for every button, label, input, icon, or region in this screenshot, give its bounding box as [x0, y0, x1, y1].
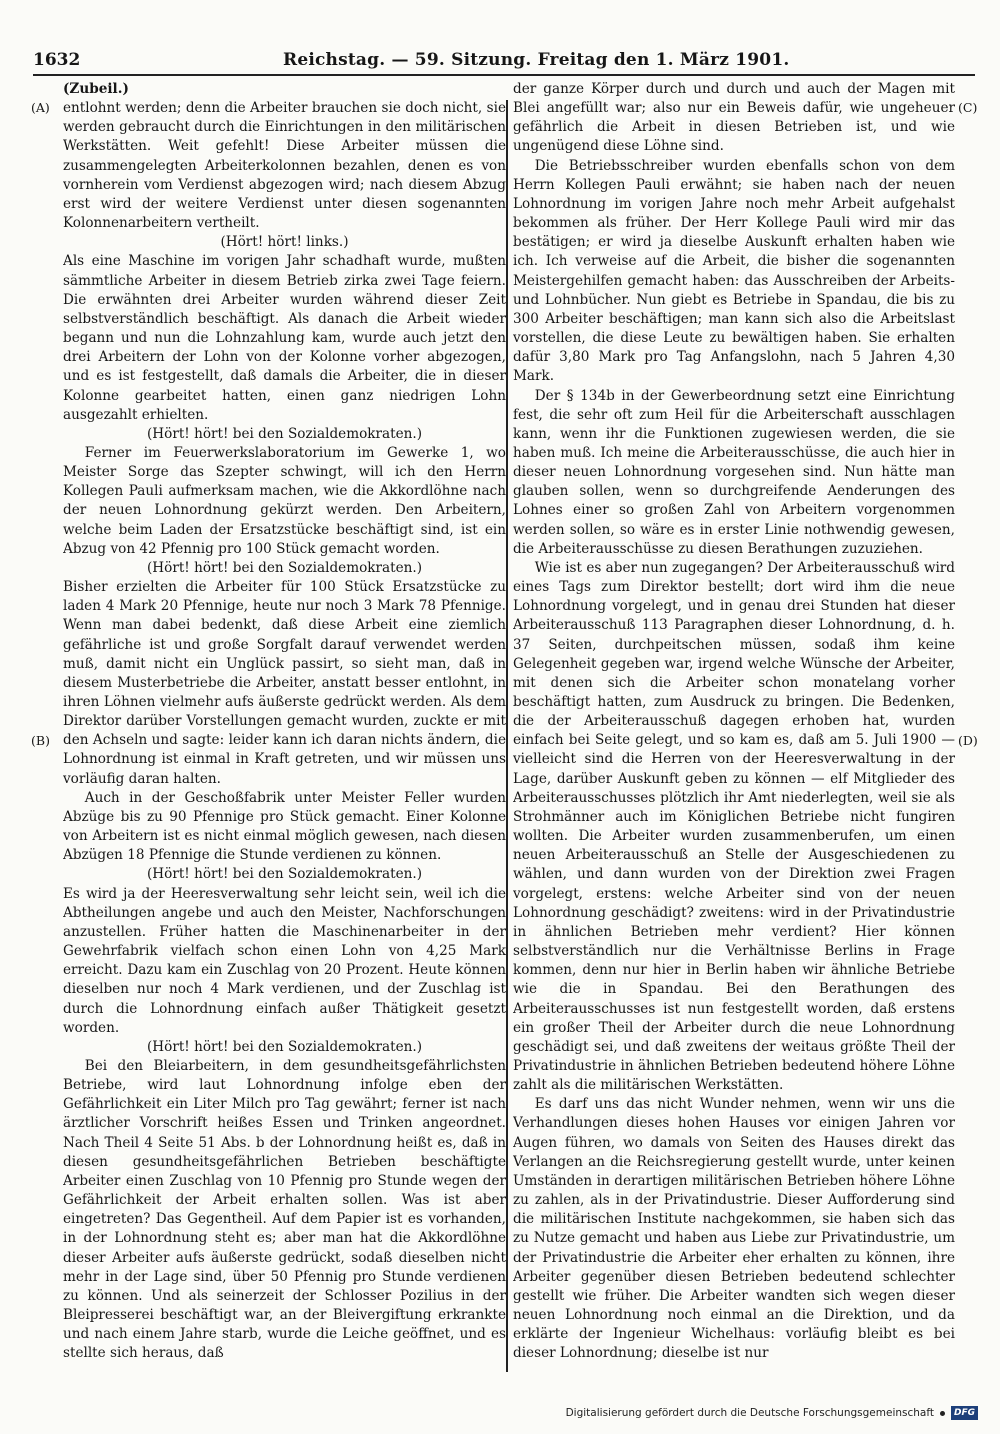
speaker-label: (Zubeil.): [63, 81, 129, 97]
margin-marker-b: (B): [31, 733, 50, 748]
separator-dot-icon: [940, 1411, 945, 1416]
margin-marker-d: (D): [958, 733, 978, 748]
page-header: [33, 48, 975, 76]
paragraph: Ferner im Feuerwerkslaboratorium im Gewerke 1, wo Meister Sorge das Szepter schwingt, will ich den Herrn Kollegen Pauli aufmerksam machen, wie die Akkordlöhne nach der neuen Lohnordnung gekürzt werden. Den Arbeitern, welche beim Laden der Ersatzstücke beschäftigt sind, ist ein Abzug von 42 Pfennig pro 100 Stück gemacht worden.: [63, 444, 506, 557]
interjection: (Hört! hört! bei den Sozialdemokraten.): [146, 559, 422, 576]
paragraph: Es darf uns das nicht Wunder nehmen, wenn wir uns die Verhandlungen dieses hohen Hauses vor einigen Jahren vor Augen führen, wo damals von Seiten des Hauses direkt das Verlangen an die Reichsregierung gestellt wurde, unter keinen Umständen in derartigen militärischen Betrieben höhere Löhne zu zahlen, als in der Privatindustrie. Dieser Aufforderung sind die militärischen Institute nachgekommen, sie haben sich das zu Nutze gemacht und haben aus Liebe zur Privatindustrie, um der Privatindustrie die Arbeiter eher erhalten zu können, ihre Arbeiter gegenüber diesen Betrieben bedeutend schlechter gestellt wie früher. Die Arbeiter wandten sich wegen dieser neuen Lohnordnung noch einmal an die Direktion, und da erklärte der Ingenieur Wichelhaus: vorläufig bleibt es bei dieser Lohnordnung; dieselbe ist nur: [513, 1096, 955, 1362]
paragraph: Bei den Bleiarbeitern, in dem gesundheitsgefährlichsten Betriebe, wird laut Lohnordnung infolge eben der Gefährlichkeit ein Liter Milch pro Tag gewährt; ferner ist nach ärztlicher Vorschrift heißes Essen und Trinken angeordnet. Nach Theil 4 Seite 51 Abs. b der Lohnordnung heißt es, daß in diesen gesundheitsgefährlichen Betrieben beschäftigte Arbeiter einen Zuschlag von 10 Pfennig pro Stunde wegen der Gefährlichkeit der Arbeit erhalten sollen. Was ist aber eingetreten? Das Gegentheil. Auf dem Papier ist es vorhanden, in der Lohnordnung steht es; aber man hat die Akkordlöhne dieser Arbeiter aufs äußerste gedrückt, sodaß dieselben nicht mehr in der Lage sind, über 50 Pfennig pro Stunde verdienen zu können. Und als seinerzeit der Schlosser Pozilius in der Bleipresserei beschäftigt war, an der Bleivergiftung erkrankte und nach einem Jahre starb, wurde die Leiche geöffnet, und es stellte sich heraus, daß: [63, 1057, 506, 1362]
page-title: Reichstag. — 59. Sitzung. Freitag den 1. März 1901.: [283, 50, 790, 70]
paragraph: Auch in der Geschoßfabrik unter Meister Feller wurden Abzüge bis zu 90 Pfennige pro Stück gemacht. Einer Kolonne von Arbeitern ist es nicht einmal möglich gewesen, nach diesen Abzügen 18 Pfennige die Stunde verdienen zu können.: [63, 789, 506, 864]
right-column: [513, 80, 955, 1370]
paragraph: Als eine Maschine im vorigen Jahr schadhaft wurde, mußten sämmtliche Arbeiter in diesem Betrieb zirka zwei Tage feiern. Die erwähnten drei Arbeiter wurden während dieser Zeit selbstverständlich beschäftigt. Als danach die Arbeit wieder begann und nun die Lohnzahlung kam, wurde auch jetzt den drei Arbeitern der Lohn von der Kolonne vorher abgezogen, und es ist festgestellt, daß damals die Arbeiter, die in dieser Kolonne gearbeitet hatten, einen ganz niedrigen Lohn ausgezahlt erhielten.: [63, 253, 506, 423]
left-column: [63, 80, 506, 1370]
page-number: 1632: [33, 50, 81, 70]
margin-marker-c: (C): [958, 100, 978, 115]
interjection: (Hört! hört! links.): [220, 234, 349, 251]
paragraph: Bisher erzielten die Arbeiter für 100 Stück Ersatzstücke zu laden 4 Mark 20 Pfennige, heute nur noch 3 Mark 78 Pfennige. Wenn man dabei bedenkt, daß diese Arbeit eine ziemlich gefährliche ist und große Sorgfalt darauf verwendet werden muß, damit nicht ein Unglück passirt, so sieht man, daß in diesem Musterbetriebe die Arbeiter, anstatt besser entlohnt, in ihren Löhnen vielmehr aufs äußerste gedrückt werden. Als dem Direktor darüber Vorstellungen gemacht wurden, zuckte er mit den Achseln und sagte: leider kann ich daran nichts ändern, die Lohnordnung ist einmal in Kraft getreten, und wir müssen uns vorläufig daran halten.: [63, 579, 506, 787]
paragraph: der ganze Körper durch und durch und auch der Magen mit Blei angefüllt war; also nur ein Beweis dafür, wie ungeheuer gefährlich die Arbeit in diesen Betrieben ist, und wie ungenügend diese Löhne sind.: [513, 81, 955, 155]
footer-text: Digitalisierung gefördert durch die Deutsche Forschungsgemeinschaft: [565, 1407, 934, 1419]
interjection: (Hört! hört! bei den Sozialdemokraten.): [146, 1038, 422, 1055]
dfg-logo-icon: DFG: [951, 1406, 978, 1420]
column-divider: [506, 100, 508, 1372]
paragraph: entlohnt werden; denn die Arbeiter brauchen sie doch nicht, sie werden gebraucht durch die Einrichtungen in den militärischen Werkstätten. Weit gefehlt! Diese Arbeiter müssen die zusammengelegten Arbeiterkolonnen bezahlen, denen es von vornherein vom Verdienst abgezogen wird; nach diesem Abzug erst wird der weitere Verdienst unter diesen sogenannten Kolonnenarbeitern vertheilt.: [63, 100, 506, 232]
paragraph: Wie ist es aber nun zugegangen? Der Arbeiterausschuß wird eines Tags zum Direktor bestellt; dort wird ihm die neue Lohnordnung vorgelegt, und in genau drei Stunden hat dieser Arbeiterausschuß 113 Paragraphen dieser Lohnordnung, d. h. 37 Seiten, durchpeitschen müssen, sodaß ihm keine Gelegenheit gegeben war, irgend welche Wünsche der Arbeiter, mit denen sich die Arbeiter schon monatelang vorher beschäftigt hatten, zum Ausdruck zu bringen. Die Bedenken, die der Arbeiterausschuß dagegen erhoben hat, wurden einfach bei Seite gelegt, und so kam es, daß am 5. Juli 1900 — vielleicht sind die Herren von der Heeresverwaltung in der Lage, darüber Auskunft geben zu können — elf Mitglieder des Arbeiterausschusses plötzlich ihr Amt niederlegten, weil sie als Strohmänner auch im Königlichen Betriebe nicht fungiren wollten. Die Arbeiter wurden zusammenberufen, um einen neuen Arbeiterausschuß an Stelle der Ausgeschiedenen zu wählen, und dann wurden von der Direktion zwei Fragen vorgelegt, erstens: welche Arbeiter sind von der neuen Lohnordnung geschädigt? zweitens: wird in der Privatindustrie in ähnlichen Betrieben mehr verdient? Hier können selbstverständlich nur die Verhältnisse Berlins in Frage kommen, denn nur hier in Berlin haben wir ähnliche Betriebe wie die in Spandau. Bei den Berathungen des Arbeiterausschusses ist nun festgestellt worden, daß erstens ein großer Theil der Arbeiter durch die neue Lohnordnung geschädigt sei, und daß zweitens der weitaus größte Theil der Privatindustrie in ähnlichen Betrieben bedeutend höhere Löhne zahlt als die militärischen Werkstätten.: [513, 559, 955, 1094]
interjection: (Hört! hört! bei den Sozialdemokraten.): [146, 866, 422, 883]
paragraph: Es wird ja der Heeresverwaltung sehr leicht sein, weil ich die Abtheilungen angebe und auch den Meister, Nachforschungen anzustellen. Früher hatten die Maschinenarbeiter in der Gewehrfabrik vielfach schon einen Lohn von 4,25 Mark erreicht. Dazu kam ein Zuschlag von 20 Prozent. Heute können dieselben nur noch 4 Mark verdienen, und der Zuschlag ist durch die Lohnordnung einfach außer Thätigkeit gesetzt worden.: [63, 885, 506, 1036]
margin-marker-a: (A): [31, 100, 50, 115]
paragraph: Der § 134b in der Gewerbeordnung setzt eine Einrichtung fest, die sehr oft zum Heil für die Arbeiterschaft ausschlagen kann, wenn ihr die Funktionen zugewiesen werden, die sie haben muß. Ich meine die Arbeiterausschüsse, die auch hier in dieser neuen Lohnordnung vorgesehen sind. Nun hätte man glauben sollen, wenn so durchgreifende Aenderungen des Lohnes einer so großen Zahl von Arbeitern vorgenommen werden sollen, so wäre es in erster Linie nothwendig gewesen, die Arbeiterausschüsse zu diesen Berathungen zuzuziehen.: [513, 387, 955, 557]
paragraph: Die Betriebsschreiber wurden ebenfalls schon von dem Herrn Kollegen Pauli erwähnt; sie haben nach der neuen Lohnordnung im vorigen Jahre noch mehr Arbeit aufgehalst bekommen als früher. Der Herr Kollege Pauli wird mir das bestätigen; er wird ja dieselbe Auskunft erhalten haben wie ich. Ich verweise auf die Arbeit, die bisher die sogenannten Meistergehilfen gemacht haben: das Ausschreiben der Arbeits- und Lohnbücher. Nun giebt es Betriebe in Spandau, die bis zu 300 Arbeiter beschäftigen; man kann sich also die Arbeitslast vorstellen, die diese Leute zu bewältigen haben. Sie erhalten dafür 3,80 Mark pro Tag Anfangslohn, nach 5 Jahren 4,30 Mark.: [513, 157, 955, 385]
footer-credit: [566, 1404, 978, 1422]
interjection: (Hört! hört! bei den Sozialdemokraten.): [146, 425, 422, 442]
